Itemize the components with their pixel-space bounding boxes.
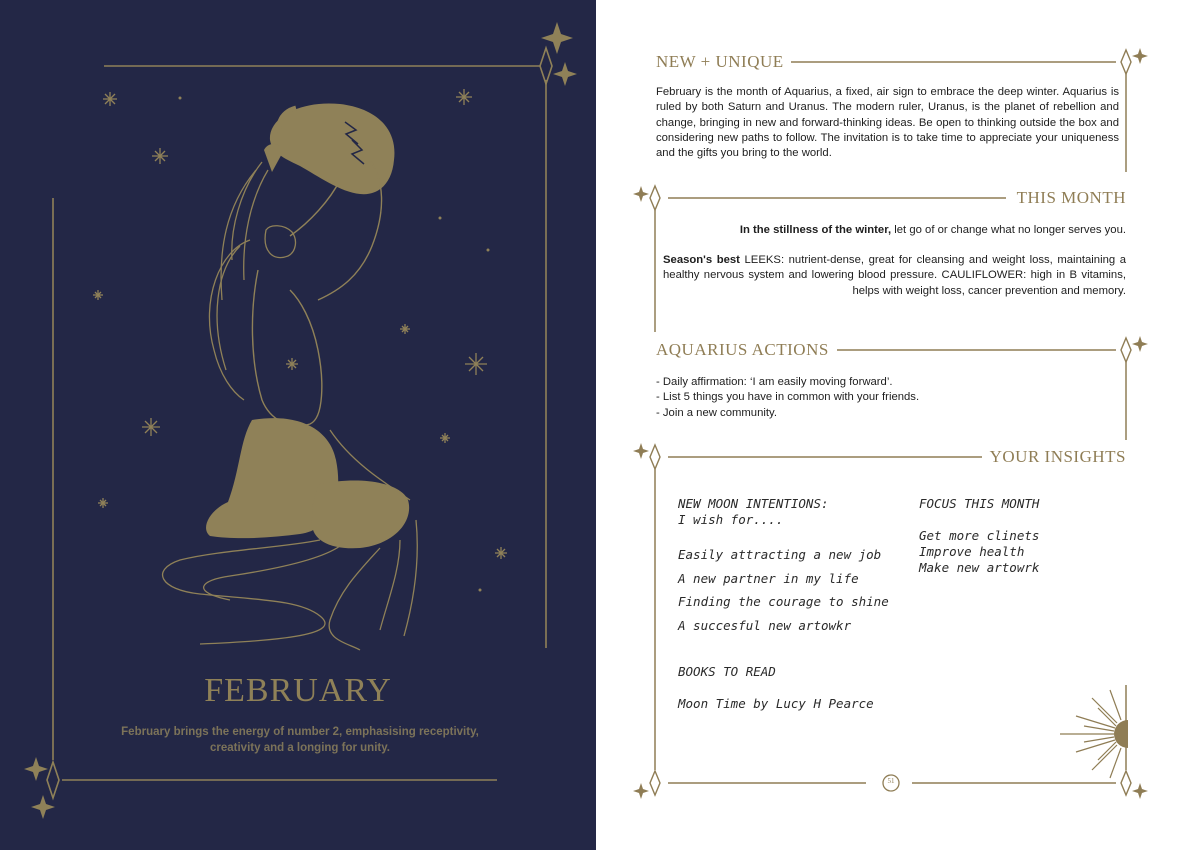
page-number: 51 xyxy=(887,777,895,785)
sparkle-icon xyxy=(24,757,59,819)
heading-aquarius-actions: AQUARIUS ACTIONS xyxy=(656,340,837,360)
new-moon-list xyxy=(678,543,889,637)
new-moon-intentions xyxy=(678,496,829,528)
aquarius-illustration xyxy=(163,103,418,650)
heading-your-insights: YOUR INSIGHTS xyxy=(982,447,1126,467)
heading-new-unique: NEW + UNIQUE xyxy=(656,52,790,72)
list-item: Make new artowrk xyxy=(919,560,1040,575)
list-item: A new partner in my life xyxy=(678,570,859,586)
list-item: A succesful new artowkr xyxy=(678,617,852,633)
this-month-intro-bold: In the stillness of the winter, xyxy=(739,224,892,236)
list-item: - List 5 things you have in common with your friends. xyxy=(656,391,920,404)
focus-title: FOCUS THIS MONTH xyxy=(919,496,1040,511)
heading-this-month: THIS MONTH xyxy=(1009,188,1126,208)
aquarius-actions-list xyxy=(656,375,1116,421)
sun-icon xyxy=(1058,686,1128,784)
list-item: Moon Time by Lucy H Pearce xyxy=(678,696,874,711)
new-moon-subtitle: I wish for.... xyxy=(678,512,784,527)
month-description: February brings the energy of number 2, emphasising receptivity, creativity and a longing for unity. xyxy=(121,726,479,754)
list-item: Get more clinets xyxy=(919,528,1040,543)
new-moon-title: NEW MOON INTENTIONS: xyxy=(678,496,829,511)
list-item: Easily attracting a new job xyxy=(678,547,882,562)
this-month-intro xyxy=(663,223,1126,238)
list-item: - Join a new community. xyxy=(656,406,777,419)
season-best-text xyxy=(663,253,1126,299)
month-title: FEBRUARY xyxy=(204,672,392,709)
season-best-label: Season's best xyxy=(663,254,740,266)
diamond-ornaments xyxy=(650,50,1131,795)
moon-icon xyxy=(442,176,462,212)
list-item: - Daily affirmation: ‘I am easily moving forward’. xyxy=(656,376,893,388)
list-item: Improve health xyxy=(919,544,1025,559)
sparkle-icon xyxy=(540,22,577,86)
list-item: Finding the courage to shine xyxy=(678,594,889,609)
focus-list xyxy=(919,528,1039,576)
books-list xyxy=(678,696,874,712)
season-best-body: LEEKS: nutrient-dense, great for cleansing and weight loss, maintaining a healthy nervous system and lowering blood pressure. CAULIFLOWER: high in B vitamins, helps with weight loss, cancer prevention and memory. xyxy=(663,254,1126,297)
new-unique-text: February is the month of Aquarius, a fixed, air sign to embrace the deep winter. Aquarius is ruled by both Saturn and Uranus. The modern ruler, Uranus, is the planet of rebellion and change, bringing in new and forward-thinking ideas. Be open to thinking outside the box and considering new paths to follow. The invitation is to take time to appreciate your uniqueness and the gifts you bring to the world. xyxy=(656,86,1119,160)
this-month-intro-rest: let go of or change what no longer serves you. xyxy=(891,224,1126,236)
books-title: BOOKS TO READ xyxy=(678,664,776,679)
right-page xyxy=(596,0,1189,850)
